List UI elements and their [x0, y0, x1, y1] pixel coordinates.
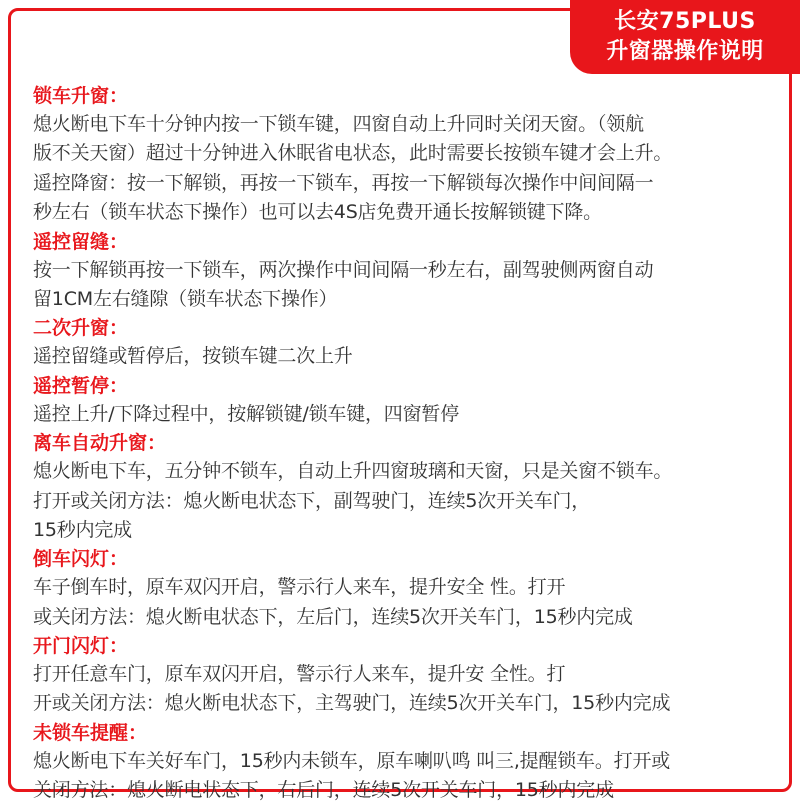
section-heading: 遥控留缝：: [33, 230, 129, 253]
instruction-section: [33, 632, 778, 719]
section-text-line: 版不关天窗）超过十分钟进入休眠省电状态，此时需要长按锁车键才会上升。: [33, 142, 673, 165]
section-text-line: 熄火断电下车，五分钟不锁车，自动上升四窗玻璃和天窗，只是关窗不锁车。: [33, 460, 673, 483]
section-text-line: 熄火断电下车十分钟内按一下锁车键，四窗自动上升同时关闭天窗。（领航: [33, 113, 644, 135]
section-text-line: 打开任意车门，原车双闪开启，警示行人来车，提升安 全性。打: [33, 663, 566, 686]
section-text-line: 遥控上升/下降过程中，按解锁键/锁车键，四窗暂停: [33, 402, 460, 425]
section-text-line: 开或关闭方法：熄火断电状态下，主驾驶门，连续5次开关车门，15秒内完成: [33, 692, 671, 715]
section-text-line: 秒左右（锁车状态下操作）也可以去4S店免费开通长按解锁键下降。: [33, 201, 602, 224]
section-heading: 开门闪灯：: [33, 635, 129, 658]
title-line-1: 长安75PLUS: [614, 9, 756, 34]
section-text-line: 15秒内完成: [33, 518, 132, 541]
instructions-content: [33, 82, 778, 806]
section-heading: 二次升窗：: [33, 317, 129, 340]
instruction-section: [33, 314, 778, 371]
instruction-section: [33, 372, 778, 429]
instruction-section: [33, 719, 778, 806]
section-text-line: 或关闭方法：熄火断电状态下，左后门，连续5次开关车门，15秒内完成: [33, 605, 633, 628]
section-text-line: 关闭方法：熄火断电状态下，右后门，连续5次开关车门，15秒内完成: [33, 779, 614, 802]
title-line-2: 升窗器操作说明: [606, 39, 764, 64]
section-heading: 倒车闪灯：: [33, 548, 129, 571]
instruction-section: [33, 82, 778, 228]
section-heading: 锁车升窗：: [33, 85, 129, 107]
section-text-line: 留1CM左右缝隙（锁车状态下操作）: [33, 287, 338, 310]
instruction-section: [33, 228, 778, 315]
section-text-line: 熄火断电下车关好车门，15秒内未锁车，原车喇叭鸣 叫三,提醒锁车。打开或: [33, 749, 671, 772]
instruction-section: [33, 545, 778, 632]
section-heading: 遥控暂停：: [33, 374, 129, 397]
section-text-line: 遥控降窗：按一下解锁，再按一下锁车，再按一下解锁每次操作中间间隔一: [33, 171, 654, 194]
section-text-line: 打开或关闭方法：熄火断电状态下，副驾驶门，连续5次开关车门，: [33, 489, 591, 512]
section-text-line: 车子倒车时，原车双闪开启，警示行人来车，提升安全 性。打开: [33, 576, 566, 599]
instruction-section: [33, 429, 778, 545]
section-text-line: 按一下解锁再按一下锁车，两次操作中间间隔一秒左右，副驾驶侧两窗自动: [33, 258, 654, 281]
section-heading: 未锁车提醒：: [33, 721, 148, 744]
section-heading: 离车自动升窗：: [33, 432, 167, 455]
title-badge: [570, 0, 800, 74]
section-text-line: 遥控留缝或暂停后，按锁车键二次上升: [33, 345, 353, 368]
